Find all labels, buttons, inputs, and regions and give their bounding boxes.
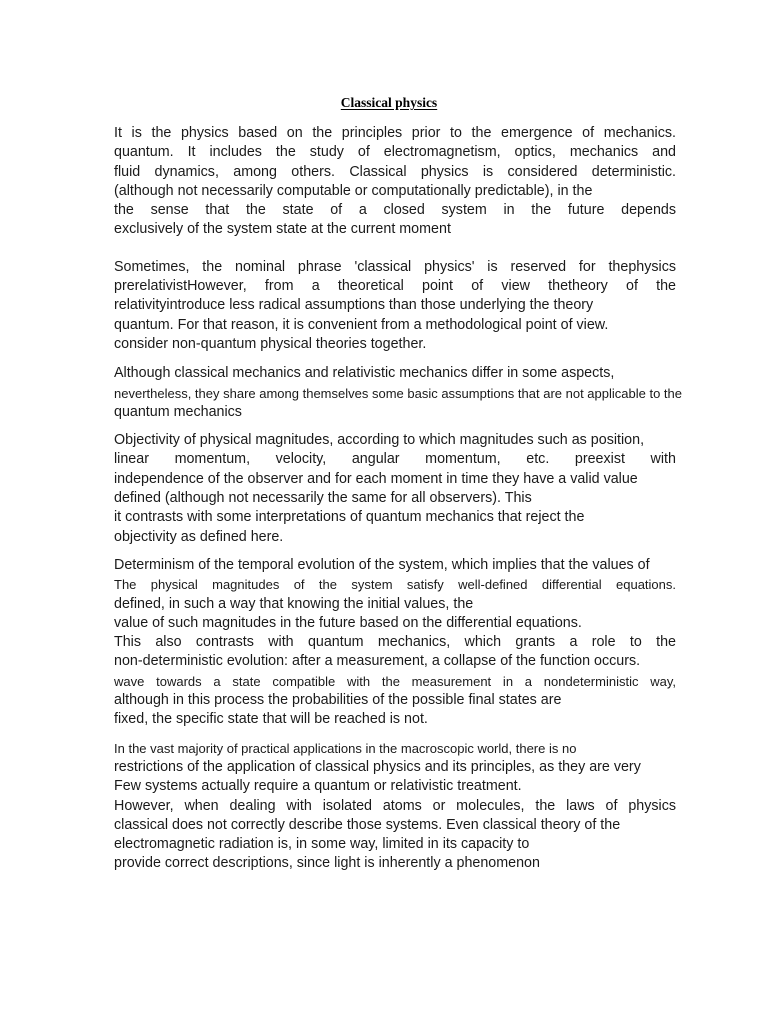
paragraph-line: quantum. It includes the study of electromagnetism, optics, mechanics and bbox=[114, 144, 676, 161]
paragraph-line: Few systems actually require a quantum or relativistic treatment. bbox=[114, 778, 522, 795]
paragraph-line: fixed, the specific state that will be reached is not. bbox=[114, 711, 428, 728]
paragraph-line: quantum mechanics bbox=[114, 403, 242, 420]
paragraph-line: In the vast majority of practical applications in the macroscopic world, there is no bbox=[114, 740, 577, 756]
paragraph-line: restrictions of the application of classical physics and its principles, as they are very bbox=[114, 758, 641, 775]
paragraph bbox=[114, 258, 676, 354]
paragraph-line: quantum. For that reason, it is convenient from a methodological point of view. bbox=[114, 316, 609, 333]
paragraph-spacer bbox=[114, 547, 676, 556]
paragraph-line: although in this process the probabilities of the possible final states are bbox=[114, 692, 562, 709]
paragraph-spacer bbox=[114, 422, 676, 431]
paragraph bbox=[114, 124, 676, 240]
paragraph-line: defined (although not necessarily the same for all observers). This bbox=[114, 490, 532, 507]
paragraph-spacer bbox=[114, 730, 676, 739]
paragraph-line: The physical magnitudes of the system satisfy well-defined differential equations. bbox=[114, 577, 676, 593]
paragraph-line: fluid dynamics, among others. Classical physics is considered deterministic. bbox=[114, 163, 676, 180]
paragraph-line: consider non-quantum physical theories together. bbox=[114, 335, 427, 352]
paragraph bbox=[114, 556, 676, 730]
paragraph-line: electromagnetic radiation is, in some way, limited in its capacity to bbox=[114, 836, 530, 853]
document-title: Classical physics bbox=[340, 95, 438, 110]
paragraph-line: This also contrasts with quantum mechanics, which grants a role to the bbox=[114, 634, 676, 651]
paragraph-line: Determinism of the temporal evolution of the system, which implies that the values of bbox=[114, 556, 650, 573]
paragraph-line: Objectivity of physical magnitudes, according to which magnitudes such as position, bbox=[114, 432, 645, 449]
paragraph bbox=[114, 364, 682, 422]
paragraph-line: it contrasts with some interpretations of quantum mechanics that reject the bbox=[114, 509, 585, 526]
paragraph-spacer bbox=[114, 354, 676, 364]
paragraph-line: (although not necessarily computable or computationally predictable), in the bbox=[114, 182, 593, 199]
paragraph bbox=[114, 431, 676, 547]
paragraph-line: However, when dealing with isolated atoms or molecules, the laws of physics bbox=[114, 797, 676, 814]
paragraph-line: independence of the observer and for each moment in time they have a valid value bbox=[114, 470, 638, 487]
paragraph-spacer bbox=[114, 240, 676, 258]
paragraph-line: the sense that the state of a closed system in the future depends bbox=[114, 202, 676, 219]
paragraph-line: nevertheless, they share among themselves some basic assumptions that are not applicable to the bbox=[114, 385, 682, 401]
paragraph-line: provide correct descriptions, since light is inherently a phenomenon bbox=[114, 855, 540, 872]
paragraph-line: Sometimes, the nominal phrase 'classical physics' is reserved for thephysics bbox=[114, 258, 676, 275]
paragraph-line: relativityintroduce less radical assumptions than those underlying the theory bbox=[114, 297, 594, 314]
paragraph-line: defined, in such a way that knowing the initial values, the bbox=[114, 595, 474, 612]
paragraph-line: linear momentum, velocity, angular momentum, etc. preexist with bbox=[114, 451, 676, 468]
paragraph-line: Although classical mechanics and relativistic mechanics differ in some aspects, bbox=[114, 365, 615, 382]
paragraph-line: objectivity as defined here. bbox=[114, 528, 284, 545]
paragraph-line: non-deterministic evolution: after a measurement, a collapse of the function occurs. bbox=[114, 653, 641, 670]
paragraph-line: exclusively of the system state at the current moment bbox=[114, 221, 451, 238]
paragraph-line: classical does not correctly describe those systems. Even classical theory of the bbox=[114, 816, 621, 833]
paragraph bbox=[114, 739, 676, 874]
paragraph-line: It is the physics based on the principles prior to the emergence of mechanics. bbox=[114, 125, 676, 141]
paragraph-line: wave towards a state compatible with the measurement in a nondeterministic way, bbox=[114, 673, 676, 689]
paragraph-line: value of such magnitudes in the future based on the differential equations. bbox=[114, 614, 582, 631]
document-body bbox=[114, 124, 682, 874]
paragraph-line: prerelativistHowever, from a theoretical point of view thetheory of the bbox=[114, 278, 676, 295]
